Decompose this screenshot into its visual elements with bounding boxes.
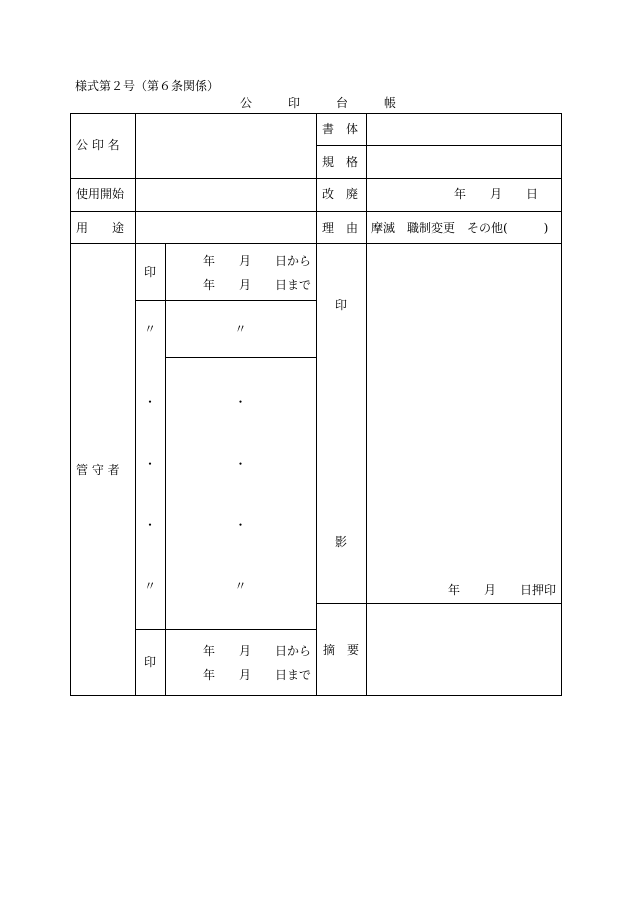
summary-label: 摘 要: [322, 643, 359, 657]
seal-name-label: 公 印 名: [76, 138, 120, 152]
ditto-mark-left: 〃: [143, 322, 156, 336]
abolition-date: 年 月 日: [453, 187, 538, 201]
period-to-last: 年 月 日まで: [202, 668, 311, 682]
period-to-first: 年 月 日まで: [202, 278, 311, 292]
impression-label-top: 印: [334, 298, 347, 312]
ditto-mark-left-2: 〃: [143, 579, 156, 593]
custodian-label: 管 守 者: [76, 463, 120, 477]
dot-mark-right-2: ・: [234, 457, 247, 471]
reason-label: 理 由: [322, 221, 359, 235]
start-use-label: 使用開始: [76, 187, 125, 201]
impression-date: 年 月 日押印: [447, 583, 556, 597]
page-title: 公 印 台 帳: [240, 96, 397, 110]
period-from-last: 年 月 日から: [202, 644, 311, 658]
reason-options: 摩滅 職制変更 その他( ): [371, 221, 549, 235]
period-from-first: 年 月 日から: [202, 254, 311, 268]
spec-label: 規 格: [322, 155, 359, 169]
purpose-label: 用 途: [76, 221, 125, 235]
seal-mark-first: 印: [143, 265, 156, 279]
dot-mark-right-1: ・: [234, 395, 247, 409]
impression-label-bottom: 影: [334, 535, 347, 549]
dot-mark-left-2: ・: [143, 457, 156, 471]
dot-mark-right-3: ・: [234, 518, 247, 532]
dot-mark-left-3: ・: [143, 518, 156, 532]
ditto-mark-right-2: 〃: [234, 579, 247, 593]
dot-mark-left-1: ・: [143, 395, 156, 409]
seal-mark-last: 印: [143, 655, 156, 669]
form-number-label: 様式第２号（第６条関係）: [75, 79, 220, 93]
typeface-label: 書 体: [322, 122, 359, 136]
abolition-label: 改 廃: [322, 187, 359, 201]
ditto-mark-right: 〃: [234, 322, 247, 336]
